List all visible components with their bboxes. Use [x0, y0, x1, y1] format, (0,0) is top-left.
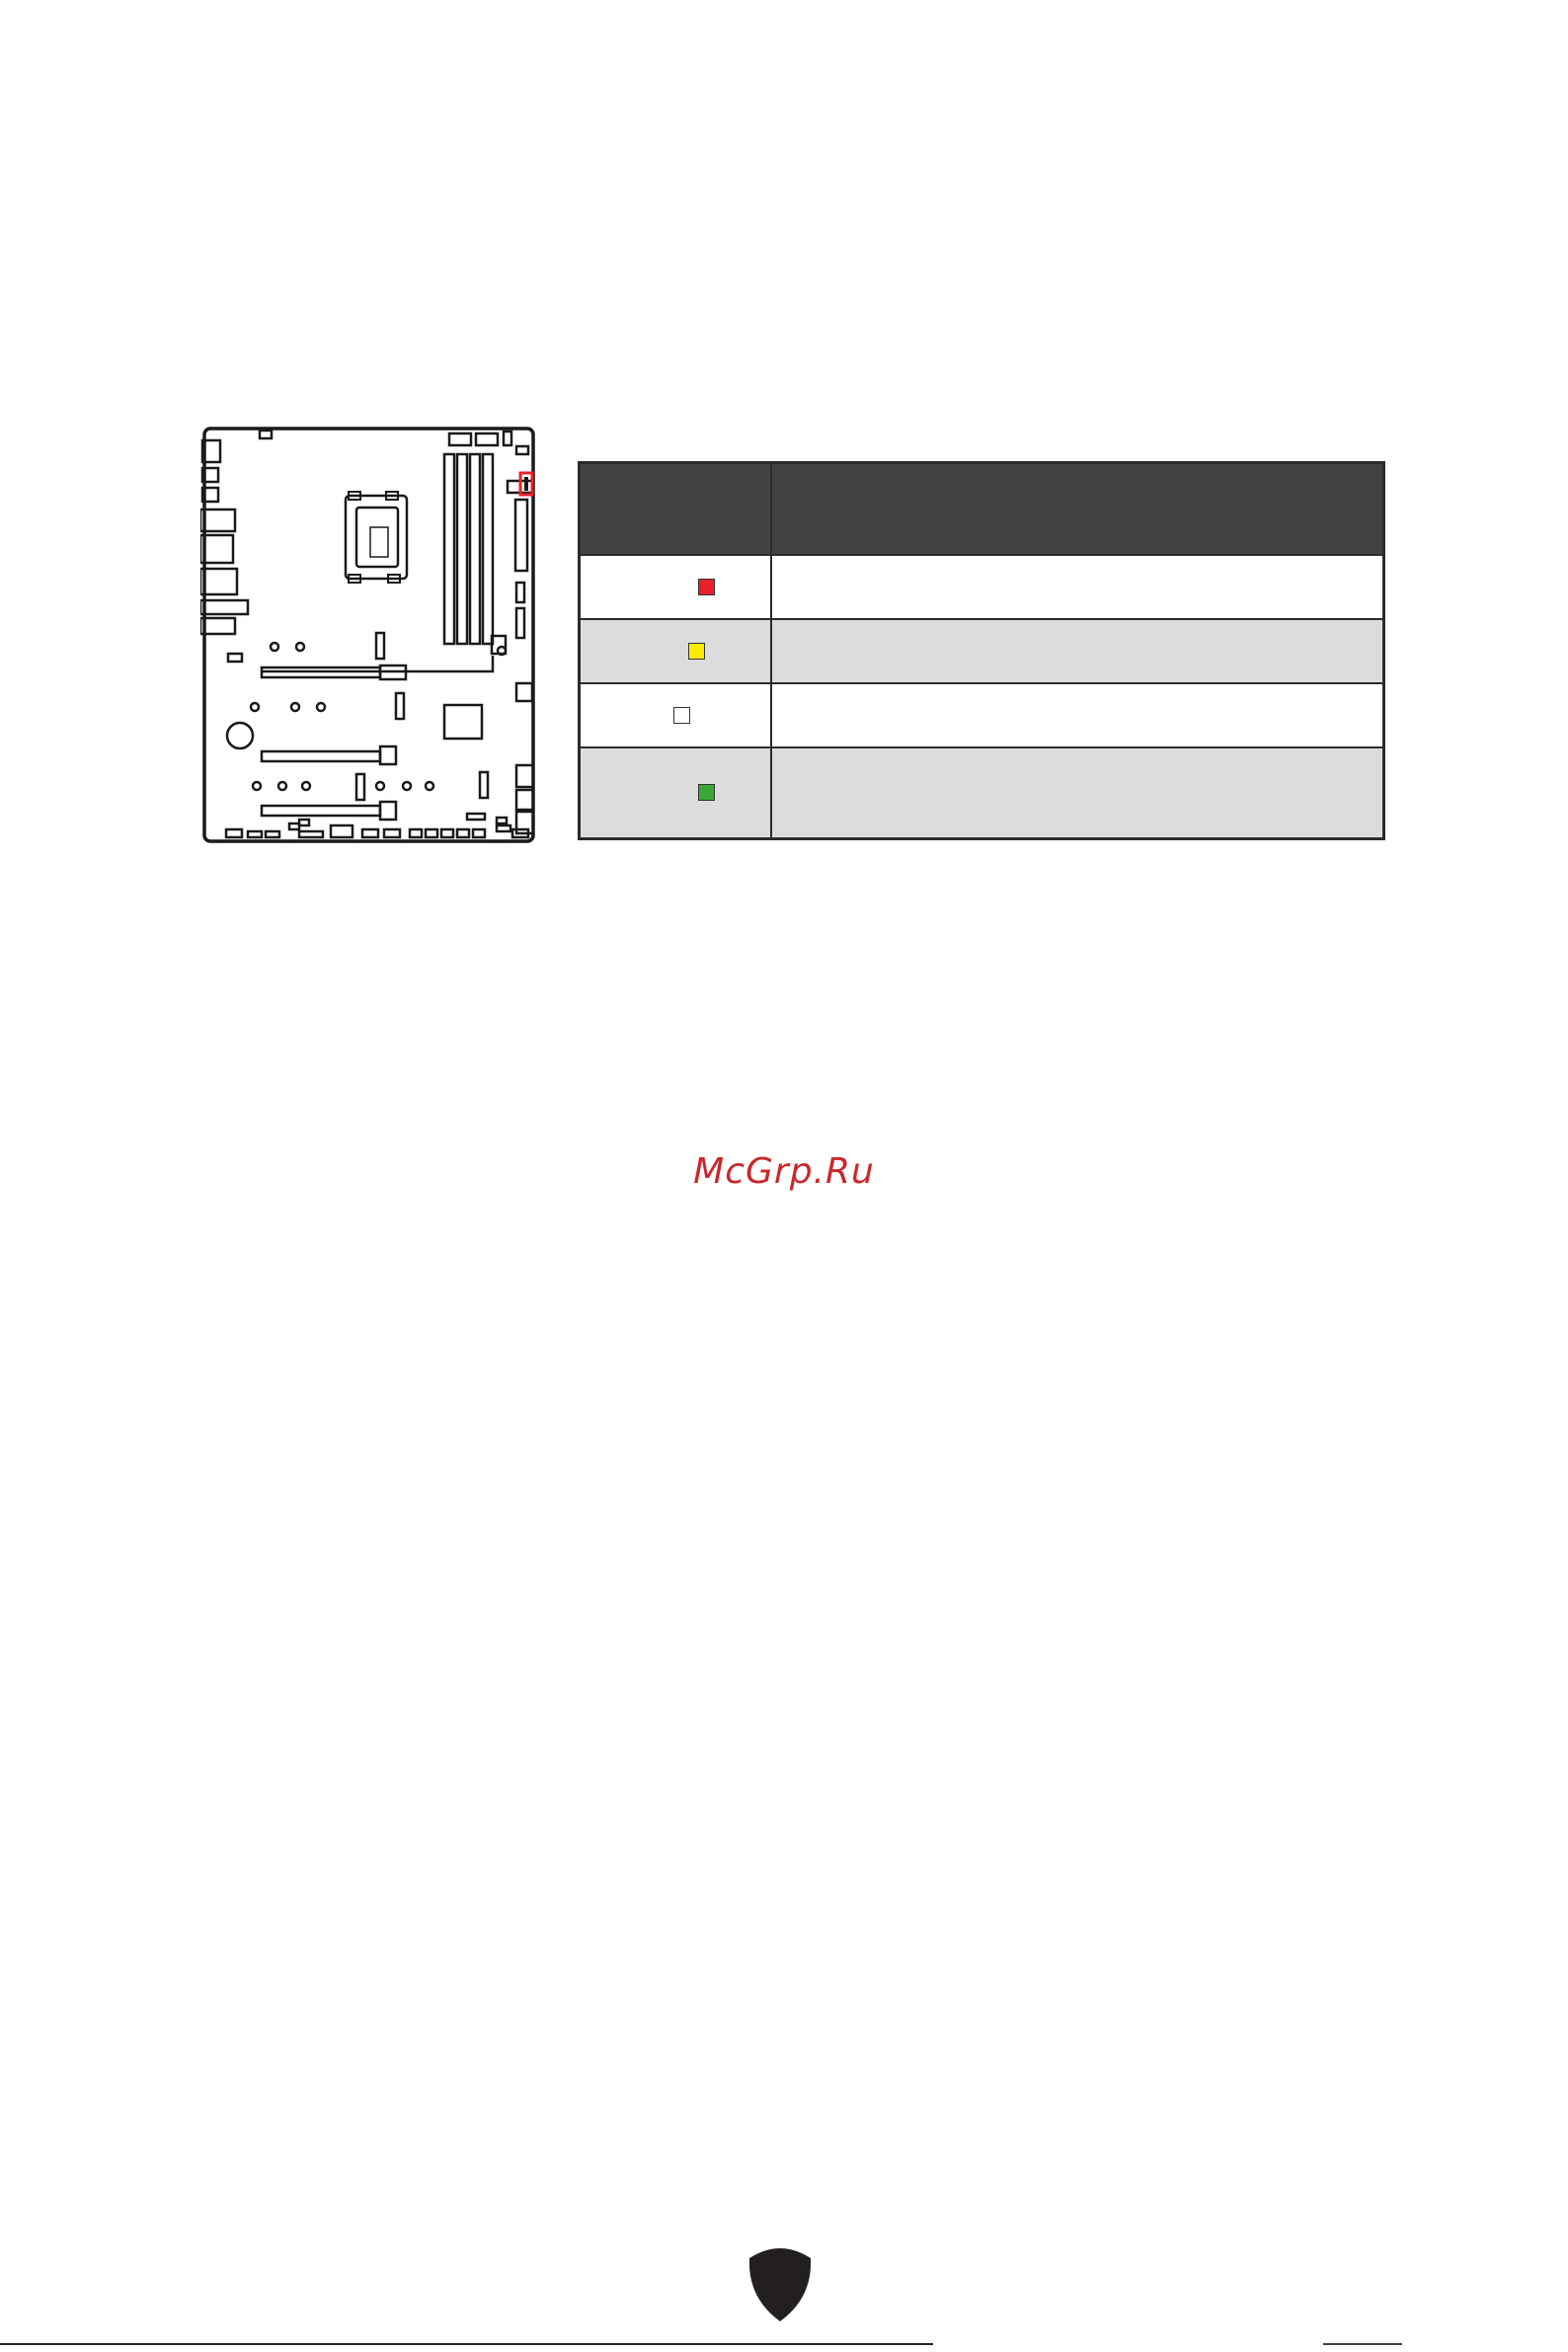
yellow-led-icon: [688, 643, 705, 660]
description-cell: [771, 747, 1384, 839]
white-led-icon: [673, 707, 690, 724]
table-row: [580, 683, 1384, 747]
footer-divider-right: [1323, 2343, 1402, 2345]
led-cell: [580, 555, 772, 619]
description-cell: [771, 555, 1384, 619]
led-cell: [580, 683, 772, 747]
shield-logo-icon: [747, 2244, 813, 2323]
table-row: [580, 619, 1384, 683]
table-header-col1: [580, 463, 772, 556]
description-cell: [771, 619, 1384, 683]
watermark-text: McGrp.Ru: [693, 1151, 875, 1192]
green-led-icon: [698, 784, 715, 801]
footer-divider: [0, 2343, 933, 2345]
led-cell: [580, 747, 772, 839]
motherboard-diagram: [200, 427, 536, 846]
table-header-col2: [771, 463, 1384, 556]
description-cell: [771, 683, 1384, 747]
led-cell: [580, 619, 772, 683]
red-led-icon: [698, 579, 715, 595]
led-status-table: [578, 461, 1385, 840]
table-row: [580, 747, 1384, 839]
table-row: [580, 555, 1384, 619]
